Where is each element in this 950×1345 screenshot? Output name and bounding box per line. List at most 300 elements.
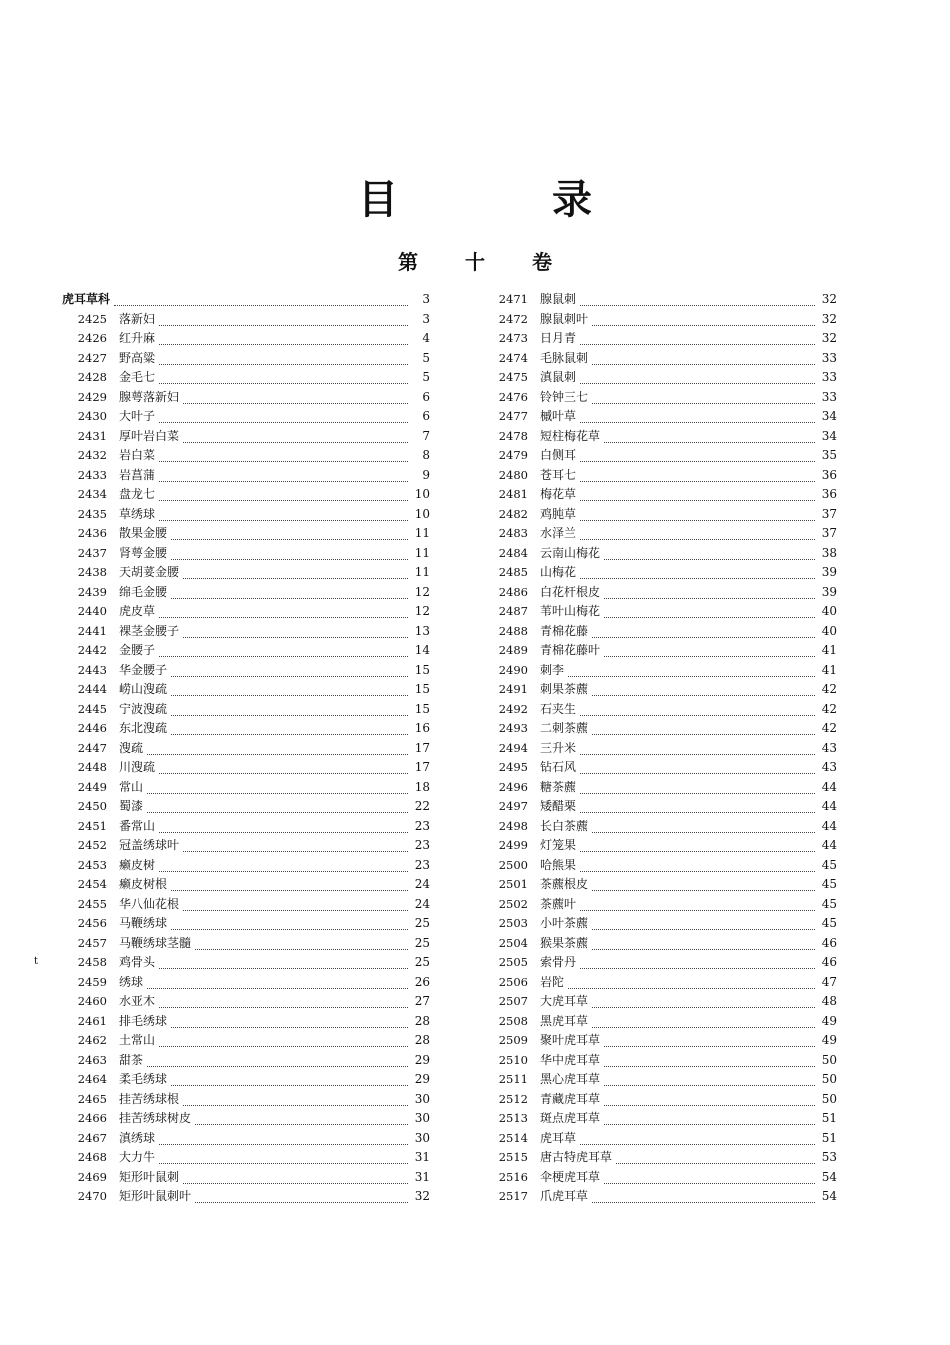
entry-page-number: 23 — [414, 857, 430, 872]
toc-entry[interactable] — [484, 407, 837, 427]
toc-entry[interactable] — [484, 739, 837, 759]
entry-page-number: 30 — [414, 1111, 430, 1125]
entry-page-number: 7 — [422, 428, 430, 443]
toc-entry[interactable] — [62, 583, 430, 603]
entry-name: 黑心虎耳草 — [540, 1072, 601, 1086]
entry-name: 梅花草 — [540, 487, 577, 501]
entry-number: 2452 — [77, 838, 107, 852]
dot-leader — [592, 820, 815, 833]
entry-name: 鸡骨头 — [119, 955, 156, 969]
entry-number: 2434 — [77, 487, 107, 501]
entry-page-number: 41 — [821, 662, 837, 677]
toc-entry[interactable] — [484, 349, 837, 369]
entry-name: 冠盖绣球叶 — [119, 838, 180, 852]
entry-name: 癞皮树 — [119, 857, 156, 872]
entry-number: 2426 — [77, 331, 107, 345]
entry-page-number: 29 — [414, 1052, 430, 1067]
entry-page-number: 40 — [821, 623, 837, 638]
entry-name: 裸茎金腰子 — [119, 623, 180, 638]
entry-name: 东北溲疏 — [119, 721, 168, 735]
toc-entry[interactable] — [484, 797, 837, 817]
dot-leader — [171, 917, 408, 930]
entry-page-number: 12 — [414, 604, 430, 618]
dot-leader — [580, 371, 815, 384]
dot-leader — [604, 1073, 815, 1086]
dot-leader — [592, 625, 815, 638]
entry-page-number: 28 — [414, 1013, 430, 1028]
entry-page-number: 31 — [414, 1150, 430, 1164]
entry-name: 大虎耳草 — [540, 994, 589, 1008]
entry-name: 蜀漆 — [119, 799, 144, 813]
entry-page-number: 46 — [821, 935, 837, 950]
entry-name: 肾萼金腰 — [119, 545, 168, 560]
toc-entry[interactable] — [484, 1090, 837, 1110]
toc-entry[interactable] — [484, 817, 837, 837]
toc-entry[interactable] — [484, 622, 837, 642]
entry-number: 2455 — [77, 896, 107, 911]
toc-entry[interactable] — [62, 797, 430, 817]
toc-entry[interactable] — [484, 290, 837, 310]
entry-number: 2457 — [77, 935, 107, 950]
entry-name: 马鞭绣球 — [119, 916, 168, 930]
page-title: 目 录 — [358, 177, 662, 223]
entry-number: 2478 — [498, 428, 528, 443]
toc-entry[interactable] — [62, 466, 430, 486]
entry-page-number: 44 — [821, 818, 837, 833]
entry-number: 2511 — [498, 1072, 528, 1086]
dot-leader — [183, 566, 408, 579]
entry-number: 2437 — [77, 545, 107, 560]
entry-page-number: 37 — [821, 526, 837, 540]
entry-page-number: 42 — [821, 721, 837, 735]
toc-entry[interactable] — [484, 1148, 837, 1168]
toc-entry[interactable] — [62, 1070, 430, 1090]
dot-leader — [171, 547, 408, 560]
toc-entry[interactable] — [484, 505, 837, 525]
entry-page-number: 32 — [821, 311, 837, 326]
entry-number: 2463 — [77, 1052, 107, 1067]
dot-leader — [171, 527, 408, 540]
entry-name: 崂山溲疏 — [119, 682, 168, 696]
toc-entry[interactable] — [484, 446, 837, 466]
entry-name: 爪虎耳草 — [540, 1189, 589, 1203]
entry-name: 长白茶藨 — [540, 818, 589, 833]
entry-number: 2476 — [498, 389, 528, 404]
entry-number: 2490 — [498, 662, 528, 677]
entry-name: 挂苦绣球根 — [119, 1091, 180, 1106]
entry-name: 哈熊果 — [540, 857, 577, 872]
toc-entry[interactable] — [484, 310, 837, 330]
toc-entry[interactable] — [62, 719, 430, 739]
entry-name: 茶藨根皮 — [540, 877, 589, 891]
dot-leader — [580, 508, 815, 521]
entry-page-number: 10 — [414, 487, 430, 501]
entry-page-number: 11 — [414, 565, 430, 579]
toc-entry[interactable] — [62, 817, 430, 837]
toc-entry[interactable] — [62, 973, 430, 993]
entry-number: 2493 — [498, 721, 528, 735]
entry-number: 2432 — [77, 448, 107, 462]
entry-number: 2456 — [77, 916, 107, 930]
toc-left-column — [62, 290, 430, 1207]
toc-entry[interactable] — [484, 485, 837, 505]
toc-entry[interactable] — [62, 602, 430, 622]
entry-name: 岩菖蒲 — [119, 467, 156, 482]
dot-leader — [604, 644, 815, 657]
volume-heading: 第 十 卷 — [398, 250, 572, 274]
dot-leader — [592, 1190, 815, 1203]
entry-number: 2427 — [77, 350, 107, 365]
entry-number: 2443 — [77, 662, 107, 677]
dot-leader — [580, 761, 815, 774]
entry-name: 水亚木 — [119, 994, 156, 1008]
entry-page-number: 31 — [414, 1169, 430, 1184]
entry-page-number: 34 — [821, 428, 837, 443]
entry-page-number: 51 — [821, 1130, 837, 1145]
entry-number: 2486 — [498, 584, 528, 599]
entry-name: 猴果茶藨 — [540, 935, 589, 950]
entry-name: 华八仙花根 — [119, 896, 180, 911]
toc-entry[interactable] — [62, 427, 430, 447]
dot-leader — [604, 1112, 815, 1125]
toc-entry[interactable] — [62, 446, 430, 466]
entry-page-number: 15 — [414, 662, 430, 677]
toc-entry[interactable] — [62, 524, 430, 544]
dot-leader — [159, 1132, 408, 1145]
dot-leader — [580, 898, 815, 911]
entry-number: 2497 — [498, 799, 528, 813]
dot-leader — [592, 391, 815, 404]
entry-name: 马鞭绣球茎髓 — [119, 935, 192, 950]
entry-name: 矩形叶鼠刺 — [119, 1169, 180, 1184]
toc-entry[interactable] — [62, 700, 430, 720]
toc-entry[interactable] — [62, 914, 430, 934]
dot-leader — [183, 391, 408, 404]
dot-leader — [159, 449, 408, 462]
toc-entry[interactable] — [62, 368, 430, 388]
entry-number: 2436 — [77, 526, 107, 540]
entry-number: 2428 — [77, 370, 107, 384]
entry-name: 刺果茶藨 — [540, 682, 589, 696]
entry-name: 滇绣球 — [119, 1130, 156, 1145]
toc-entry[interactable] — [484, 1051, 837, 1071]
toc-entry[interactable] — [62, 641, 430, 661]
entry-page-number: 24 — [414, 877, 430, 891]
entry-number: 2449 — [77, 779, 107, 794]
entry-name: 苍耳七 — [540, 467, 577, 482]
dot-leader — [592, 917, 815, 930]
toc-entry[interactable] — [62, 1129, 430, 1149]
toc-entry[interactable] — [62, 1148, 430, 1168]
toc-entry[interactable] — [484, 856, 837, 876]
entry-name: 黑虎耳草 — [540, 1013, 589, 1028]
dot-leader — [159, 644, 408, 657]
entry-number: 2510 — [498, 1052, 528, 1067]
entry-page-number: 42 — [821, 682, 837, 696]
entry-page-number: 32 — [414, 1189, 430, 1203]
dot-leader — [159, 956, 408, 969]
entry-number: 2459 — [77, 974, 107, 989]
toc-entry[interactable] — [484, 427, 837, 447]
entry-number: 2453 — [77, 857, 107, 872]
entry-name: 红升麻 — [119, 331, 156, 345]
entry-number: 2464 — [77, 1072, 107, 1086]
toc-entry[interactable] — [62, 310, 430, 330]
entry-name: 云南山梅花 — [540, 545, 601, 560]
toc-entry[interactable] — [484, 583, 837, 603]
entry-number: 2482 — [498, 506, 528, 521]
toc-entry[interactable] — [62, 856, 430, 876]
toc-entry[interactable] — [62, 622, 430, 642]
toc-entry[interactable] — [484, 524, 837, 544]
entry-page-number: 45 — [821, 877, 837, 891]
entry-name: 柔毛绣球 — [119, 1072, 168, 1086]
entry-name: 索骨丹 — [540, 955, 577, 969]
entry-page-number: 25 — [414, 916, 430, 930]
dot-leader — [171, 1015, 408, 1028]
entry-page-number: 32 — [821, 292, 837, 306]
dot-leader — [580, 410, 815, 423]
toc-entry[interactable] — [484, 758, 837, 778]
toc-entry[interactable] — [62, 505, 430, 525]
dot-leader — [159, 761, 408, 774]
dot-leader — [604, 1054, 815, 1067]
dot-leader — [592, 683, 815, 696]
dot-leader — [604, 547, 815, 560]
dot-leader — [592, 995, 815, 1008]
dot-leader — [159, 995, 408, 1008]
toc-entry[interactable] — [62, 485, 430, 505]
dot-leader — [195, 1190, 408, 1203]
entry-number: 2505 — [498, 955, 528, 969]
toc-entry[interactable] — [484, 1168, 837, 1188]
entry-page-number: 44 — [821, 779, 837, 794]
toc-entry[interactable] — [62, 758, 430, 778]
toc-family-heading[interactable] — [62, 290, 430, 310]
entry-number: 2491 — [498, 682, 528, 696]
dot-leader — [568, 976, 815, 989]
entry-number: 2485 — [498, 565, 528, 579]
toc-entry[interactable] — [484, 895, 837, 915]
toc-entry[interactable] — [484, 914, 837, 934]
entry-name: 青棉花藤叶 — [540, 643, 601, 657]
entry-page-number: 50 — [821, 1091, 837, 1106]
toc-entry[interactable] — [484, 466, 837, 486]
entry-page-number: 13 — [414, 623, 430, 638]
entry-name: 矩形叶鼠刺叶 — [119, 1189, 192, 1203]
entry-name: 大叶子 — [119, 409, 156, 423]
entry-number: 2429 — [77, 389, 107, 404]
toc-entry[interactable] — [484, 778, 837, 798]
entry-page-number: 25 — [414, 955, 430, 969]
entry-page-number: 17 — [414, 760, 430, 774]
entry-number: 2475 — [498, 370, 528, 384]
dot-leader — [592, 878, 815, 891]
toc-entry[interactable] — [62, 1051, 430, 1071]
entry-number: 2445 — [77, 701, 107, 716]
toc-entry[interactable] — [62, 544, 430, 564]
entry-page-number: 10 — [414, 506, 430, 521]
toc-entry[interactable] — [484, 680, 837, 700]
entry-page-number: 45 — [821, 896, 837, 911]
entry-number: 2458 — [77, 955, 107, 969]
entry-number: 2508 — [498, 1013, 528, 1028]
entry-page-number: 17 — [414, 740, 430, 755]
toc-entry[interactable] — [62, 563, 430, 583]
dot-leader — [592, 937, 815, 950]
entry-number: 2431 — [77, 428, 107, 443]
toc-entry[interactable] — [62, 953, 430, 973]
dot-leader — [580, 742, 815, 755]
toc-entry[interactable] — [62, 934, 430, 954]
entry-page-number: 8 — [422, 448, 430, 462]
toc-entry[interactable] — [484, 602, 837, 622]
entry-page-number: 33 — [821, 350, 837, 365]
entry-name: 癞皮树根 — [119, 877, 168, 891]
entry-page-number: 48 — [821, 994, 837, 1008]
entry-number: 2442 — [77, 643, 107, 657]
dot-leader — [159, 469, 408, 482]
entry-name: 唐古特虎耳草 — [540, 1150, 613, 1164]
entry-number: 2473 — [498, 331, 528, 345]
entry-name: 虎耳草 — [540, 1130, 577, 1145]
dot-leader — [159, 352, 408, 365]
toc-entry[interactable] — [484, 661, 837, 681]
dot-leader — [147, 742, 408, 755]
entry-name: 野高粱 — [119, 350, 156, 365]
entry-page-number: 46 — [821, 955, 837, 969]
toc-entry[interactable] — [484, 641, 837, 661]
entry-name: 厚叶岩白菜 — [119, 428, 180, 443]
entry-name: 挂苦绣球树皮 — [119, 1111, 192, 1125]
toc-entry[interactable] — [484, 1187, 837, 1207]
toc-entry[interactable] — [62, 1109, 430, 1129]
entry-number: 2433 — [77, 467, 107, 482]
toc-entry[interactable] — [484, 388, 837, 408]
toc-entry[interactable] — [484, 1070, 837, 1090]
entry-number: 2466 — [77, 1111, 107, 1125]
toc-entry[interactable] — [62, 875, 430, 895]
dot-leader — [159, 488, 408, 501]
toc-entry[interactable] — [484, 329, 837, 349]
toc-entry[interactable] — [484, 1109, 837, 1129]
dot-leader — [183, 839, 408, 852]
entry-page-number: 39 — [821, 565, 837, 579]
toc-entry[interactable] — [62, 836, 430, 856]
entry-number: 2450 — [77, 799, 107, 813]
toc-entry[interactable] — [62, 895, 430, 915]
toc-entry[interactable] — [484, 700, 837, 720]
toc-entry[interactable] — [484, 1129, 837, 1149]
toc-entry[interactable] — [62, 1168, 430, 1188]
entry-name: 二刺茶藨 — [540, 721, 589, 735]
dot-leader — [195, 937, 408, 950]
entry-page-number: 49 — [821, 1033, 837, 1047]
toc-entry[interactable] — [62, 329, 430, 349]
entry-number: 2515 — [498, 1150, 528, 1164]
entry-name: 落新妇 — [119, 311, 156, 326]
entry-page-number: 30 — [414, 1091, 430, 1106]
dot-leader — [183, 430, 408, 443]
toc-entry[interactable] — [484, 875, 837, 895]
dot-leader — [580, 859, 815, 872]
entry-number: 2501 — [498, 877, 528, 891]
toc-entry[interactable] — [484, 544, 837, 564]
toc-entry[interactable] — [62, 1031, 430, 1051]
dot-leader — [604, 1171, 815, 1184]
toc-entry[interactable] — [484, 1012, 837, 1032]
entry-page-number: 44 — [821, 838, 837, 852]
toc-entry[interactable] — [484, 973, 837, 993]
toc-entry[interactable] — [62, 661, 430, 681]
toc-entry[interactable] — [484, 953, 837, 973]
entry-name: 草绣球 — [119, 506, 156, 521]
entry-number: 2487 — [498, 604, 528, 618]
entry-page-number: 14 — [414, 643, 430, 657]
toc-entry[interactable] — [484, 1031, 837, 1051]
toc-entry[interactable] — [62, 778, 430, 798]
dot-leader — [147, 976, 408, 989]
entry-number: 2425 — [77, 311, 107, 326]
entry-number: 2465 — [77, 1091, 107, 1106]
toc-entry[interactable] — [62, 349, 430, 369]
toc-entry[interactable] — [62, 680, 430, 700]
entry-number: 2462 — [77, 1033, 107, 1047]
dot-leader — [159, 410, 408, 423]
entry-number: 2513 — [498, 1111, 528, 1125]
toc-entry[interactable] — [62, 992, 430, 1012]
toc-entry[interactable] — [62, 388, 430, 408]
toc-entry[interactable] — [484, 992, 837, 1012]
entry-number: 2472 — [498, 311, 528, 326]
dot-leader — [580, 488, 815, 501]
entry-page-number: 3 — [422, 311, 430, 326]
entry-name: 茶藨叶 — [540, 896, 577, 911]
entry-page-number: 15 — [414, 682, 430, 696]
toc-entry[interactable] — [484, 563, 837, 583]
dot-leader — [183, 625, 408, 638]
toc-entry[interactable] — [62, 1187, 430, 1207]
toc-entry[interactable] — [62, 407, 430, 427]
entry-page-number: 40 — [821, 604, 837, 618]
toc-entry[interactable] — [484, 836, 837, 856]
toc-entry[interactable] — [62, 1090, 430, 1110]
toc-entry[interactable] — [484, 934, 837, 954]
entry-name: 刺李 — [540, 662, 565, 677]
entry-page-number: 49 — [821, 1013, 837, 1028]
entry-name: 毛脉鼠刺 — [540, 350, 589, 365]
toc-entry[interactable] — [62, 1012, 430, 1032]
dot-leader — [171, 683, 408, 696]
dot-leader — [159, 820, 408, 833]
entry-page-number: 6 — [422, 409, 430, 423]
entry-page-number: 37 — [821, 506, 837, 521]
entry-name: 灯笼果 — [540, 838, 577, 852]
toc-entry[interactable] — [484, 368, 837, 388]
entry-number: 2499 — [498, 838, 528, 852]
entry-page-number: 23 — [414, 818, 430, 833]
entry-name: 华中虎耳草 — [540, 1052, 601, 1067]
entry-page-number: 47 — [821, 974, 837, 989]
entry-name: 腺鼠刺 — [540, 292, 577, 306]
entry-page-number: 3 — [422, 292, 430, 306]
dot-leader — [592, 313, 815, 326]
entry-name: 伞梗虎耳草 — [540, 1169, 601, 1184]
toc-entry[interactable] — [484, 719, 837, 739]
entry-name: 青藏虎耳草 — [540, 1091, 601, 1106]
toc-entry[interactable] — [62, 739, 430, 759]
entry-number: 2446 — [77, 721, 107, 735]
